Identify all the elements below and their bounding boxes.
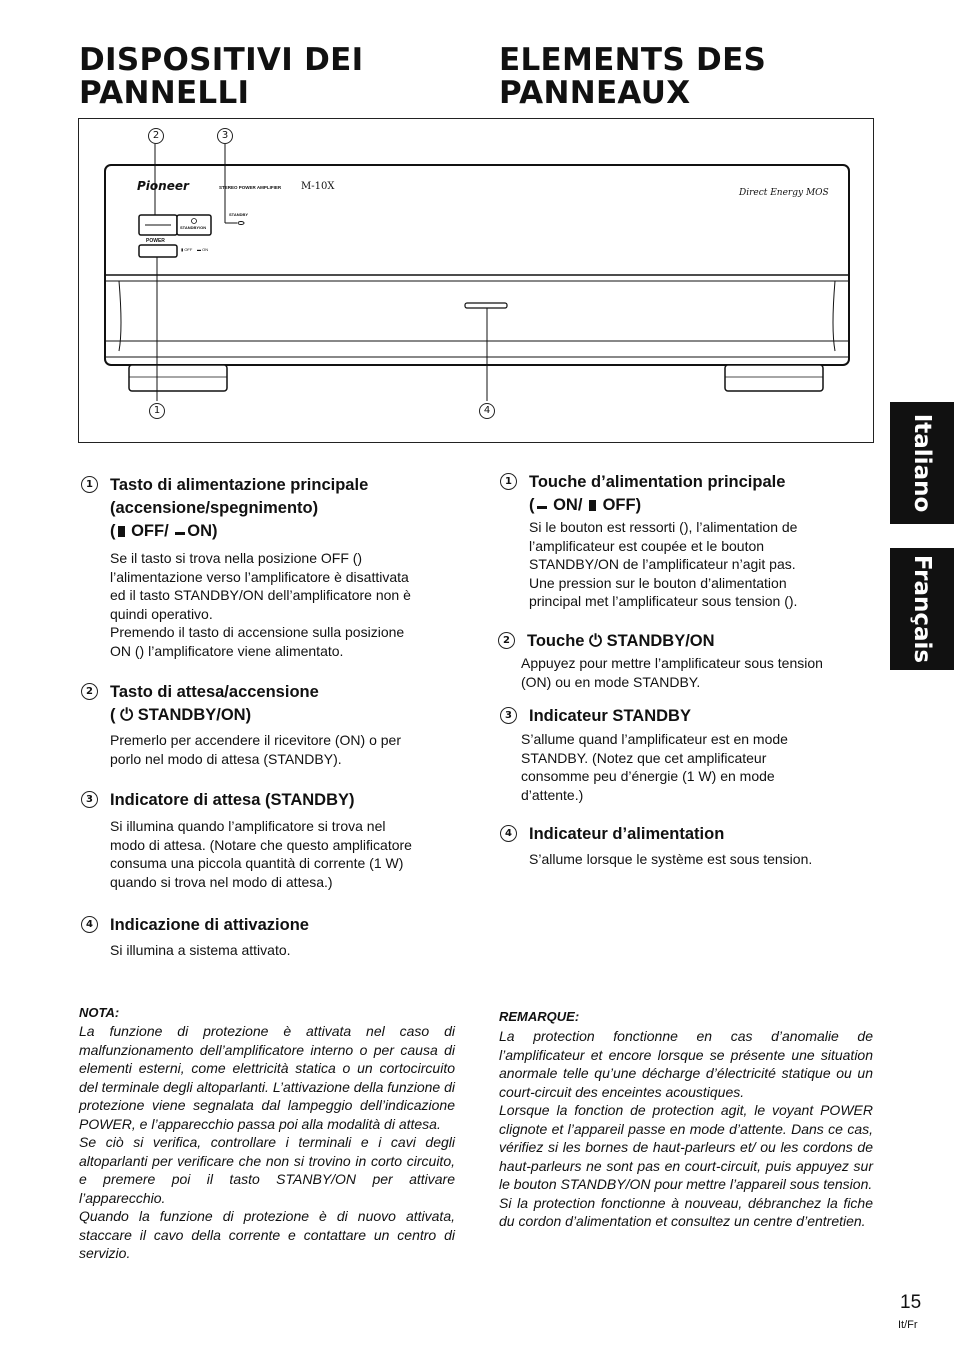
it-item-2-body: Premerlo per accendere il ricevitore (ON) o per porlo nel modo di attesa (STANDBY). (110, 732, 401, 767)
fr-item-1-title: 1 Touche d’alimentation principale ( ON/ OFF) (529, 471, 785, 517)
standby-indicator-label: STANDBY (229, 212, 249, 217)
title-line: PANNELLI (79, 75, 250, 111)
callout-3: 3 (217, 128, 233, 144)
note-label-french: REMARQUE: (499, 1009, 580, 1024)
callout-1: 1 (149, 403, 165, 419)
standby-on-button-label: STANDBY/ON (180, 225, 207, 230)
on-label: ▬ ON (197, 247, 209, 252)
fr-item-1-body: Si le bouton est ressorti (), l’alimentation de l’amplificateur est coupée et le bouton STANDBY/ON de l’amplificateur n’agit pas. Une pression sur le bouton d’alimentation principal met l’amplificateur sous tension (). (529, 519, 798, 609)
number-badge: 4 (81, 916, 98, 933)
it-item-3-body: Si illumina quando l’amplificatore si trova nel modo di attesa. (Notare che questo amplificatore consuma una piccola quantità di corrente (1 W) quando si trova nel modo di attesa.) (110, 818, 412, 890)
number-badge: 4 (500, 825, 517, 842)
number-badge: 2 (498, 632, 515, 649)
number-badge: 2 (81, 683, 98, 700)
side-tab-francais: Français (890, 548, 954, 670)
fr-item-4-body: S’allume lorsque le système est sous tension. (529, 851, 813, 867)
it-item-1-body: Se il tasto si trova nella posizione OFF () l’alimentazione verso l’amplificatore è disattivata ed il tasto STANDBY/ON dell’amplificatore non è quindi operativo. Premendo il tasto di accensione sulla posizione ON () l’amplificatore viene alimentato. (110, 550, 411, 659)
it-item-1-title: 1 Tasto di alimentazione principale (accensione/spegnimento) ( OFF/ ON) (110, 474, 368, 543)
callout-2: 2 (148, 128, 164, 144)
it-item-3-title: 3 Indicatore di attesa (STANDBY) (110, 789, 354, 812)
note-label-italian: NOTA: (79, 1005, 120, 1020)
it-item-2-title: 2 Tasto di attesa/accensione ( ⏻ STANDBY/ON) (110, 681, 319, 727)
model-name: M-10X (301, 181, 335, 192)
fr-item-4-title: 4 Indicateur d’alimentation (529, 823, 724, 846)
page-number: 15 (900, 1292, 922, 1313)
front-panel-figure (78, 118, 874, 443)
power-label: POWER (146, 238, 165, 244)
amplifier-illustration (79, 119, 875, 444)
fr-item-3-title: 3 Indicateur STANDBY (529, 705, 691, 728)
page-title-french (499, 44, 766, 110)
tagline: Direct Energy MOS (739, 188, 829, 198)
foot-right (725, 365, 823, 391)
it-item-4-body: Si illumina a sistema attivato. (110, 942, 291, 958)
fr-item-2-title: 2 Touche ⏻ STANDBY/ON (527, 630, 715, 653)
page-title-italian (79, 44, 363, 110)
model-description: STEREO POWER AMPLIFIER (219, 185, 282, 190)
it-item-4-title: 4 Indicazione di attivazione (110, 914, 309, 937)
note-text-french: La protection fonctionne en cas d’anomalie de l’amplificateur et encore lorsque se présente une situation anormale telle qu’une décharge d’électricité statique ou un court-circuit des enceintes acoustiques. Lorsque la fonction de protection agit, le voyant POWER clignote et l’appareil passe en mode d’attente. Dans ce cas, vérifiez si les bornes de haut-parleurs et/ ou les cordons de haut-parleurs ne sont pas en court-circuit, puis appuyez sur le bouton STANDBY/ON pour mettre l’appareil sous tension. Si la protection fonctionne à nouveau, débranchez la fiche du cordon d’alimentation et consultez un centre d’entretien. (499, 1028, 873, 1229)
power-icon: ⏻ (589, 632, 603, 650)
callout-4: 4 (479, 403, 495, 419)
number-badge: 3 (81, 791, 98, 808)
number-badge: 1 (500, 473, 517, 490)
fr-item-3-body: S’allume quand l’amplificateur est en mode STANDBY. (Notez que cet amplificateur consomme peu d’énergie (1 W) en mode d’attente.) (521, 731, 788, 803)
side-tab-italiano: Italiano (890, 402, 954, 524)
note-text-italian: La funzione di protezione è attivata nel caso di malfunzionamento dell’amplificatore interno o per causa di elementi esterni, come elettricità statica o un cortocircuito del terminale degli altoparlanti. L’attivazione della funzione di protezione viene segnalata dal lampeggio dell’indicazione POWER, e l’apparecchio passa poi alla modalità di attesa. Se ciò si verifica, controllare i terminali e i cavi degli altoparlanti per verificare che non si trovino in corto circuito, e premere poi il tasto STANBY/ON per attivare l’apparecchio. Quando la funzione di protezione è di nuovo attivata, staccare il cavo della corrente e contattare un centro di servizio. (79, 1023, 455, 1261)
brand-logo: Pioneer (137, 179, 189, 193)
number-badge: 3 (500, 707, 517, 724)
fr-item-2-body: Appuyez pour mettre l’amplificateur sous tension (ON) ou en mode STANDBY. (521, 655, 823, 690)
foot-left (129, 365, 227, 391)
title-line: DISPOSITIVI DEI (79, 42, 364, 78)
off-label: ▮ OFF (181, 247, 193, 252)
title-line: ELEMENTS DES (499, 42, 767, 78)
title-line: PANNEAUX (499, 75, 691, 111)
number-badge: 1 (81, 476, 98, 493)
power-icon: ⏻ (120, 706, 134, 724)
page-language-code: It/Fr (898, 1319, 918, 1331)
